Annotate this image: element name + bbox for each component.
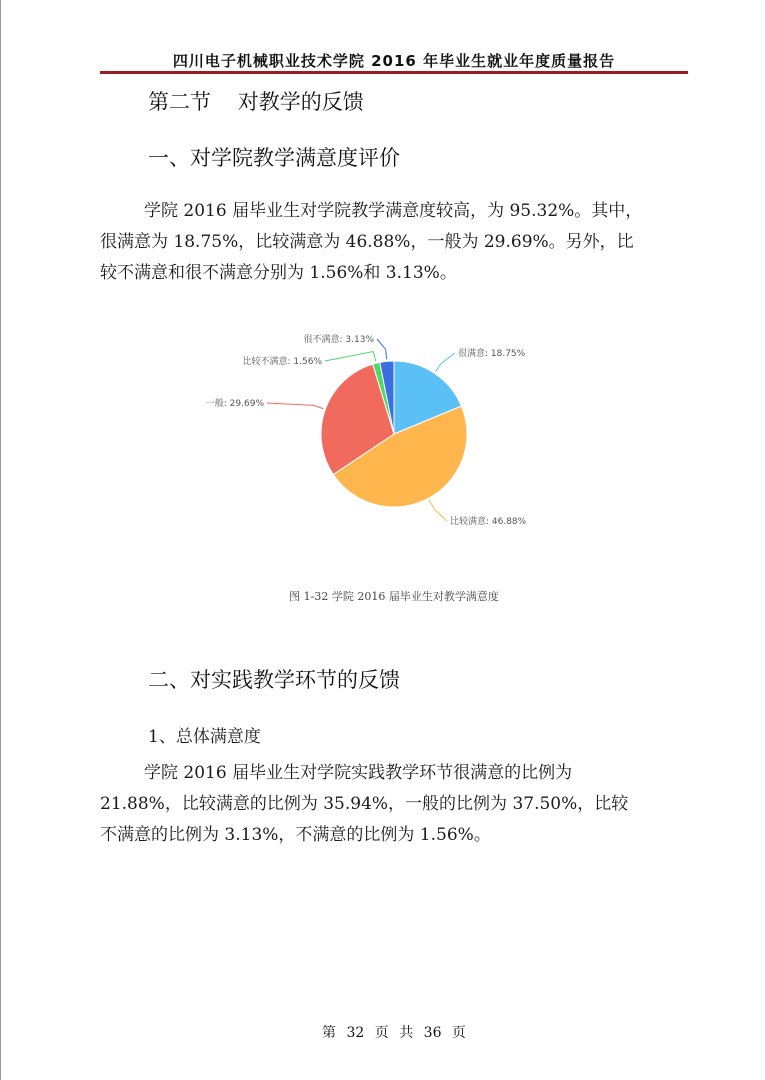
paragraph-practice-satisfaction — [100, 758, 690, 851]
pie-slices — [321, 361, 467, 507]
pie-label: 一般: 29.69% — [205, 399, 264, 409]
pie-label: 比较不满意: 1.56% — [242, 357, 322, 367]
header-rule — [100, 71, 688, 74]
satisfaction-pie-chart — [200, 320, 580, 550]
pie-leader-line — [436, 353, 455, 372]
pie-label: 很满意: 18.75% — [458, 349, 526, 359]
page-left-border — [0, 0, 1, 1080]
running-header: 四川电子机械职业技术学院 2016 年毕业生就业年度质量报告 — [172, 52, 616, 70]
pie-leader-line — [267, 403, 323, 409]
paragraph-line: 21.88%，比较满意的比例为 35.94%，一般的比例为 37.50%，比较 — [100, 794, 629, 814]
subsection-title-teaching-satisfaction: 一、对学院教学满意度评价 — [148, 146, 400, 170]
pie-label: 很不满意: 3.13% — [303, 335, 374, 345]
paragraph-line: 较不满意和很不满意分别为 1.56%和 3.13%。 — [100, 263, 457, 283]
section-title: 第二节 对教学的反馈 — [148, 90, 364, 114]
paragraph-line: 很满意为 18.75%，比较满意为 46.88%，一般为 29.69%。另外，比 — [100, 232, 634, 252]
figure-caption: 图 1-32 学院 2016 届毕业生对教学满意度 — [289, 590, 499, 603]
pie-leader-line — [429, 500, 447, 521]
subsection-title-practice-feedback: 二、对实践教学环节的反馈 — [148, 668, 400, 692]
paragraph-line: 学院 2016 届毕业生对学院实践教学环节很满意的比例为 — [144, 763, 573, 783]
pie-label: 比较满意: 46.88% — [450, 517, 527, 527]
item-label-overall-satisfaction: 1、总体满意度 — [148, 727, 261, 747]
page-footer: 第 32 页 共 36 页 — [322, 1025, 466, 1041]
paragraph-line: 学院 2016 届毕业生对学院教学满意度较高，为 95.32%。其中， — [144, 201, 643, 221]
pie-leader-line — [377, 339, 387, 359]
paragraph-line: 不满意的比例为 3.13%，不满意的比例为 1.56%。 — [100, 825, 491, 845]
paragraph-teaching-satisfaction — [100, 196, 690, 289]
pie-leader-line — [325, 352, 376, 362]
